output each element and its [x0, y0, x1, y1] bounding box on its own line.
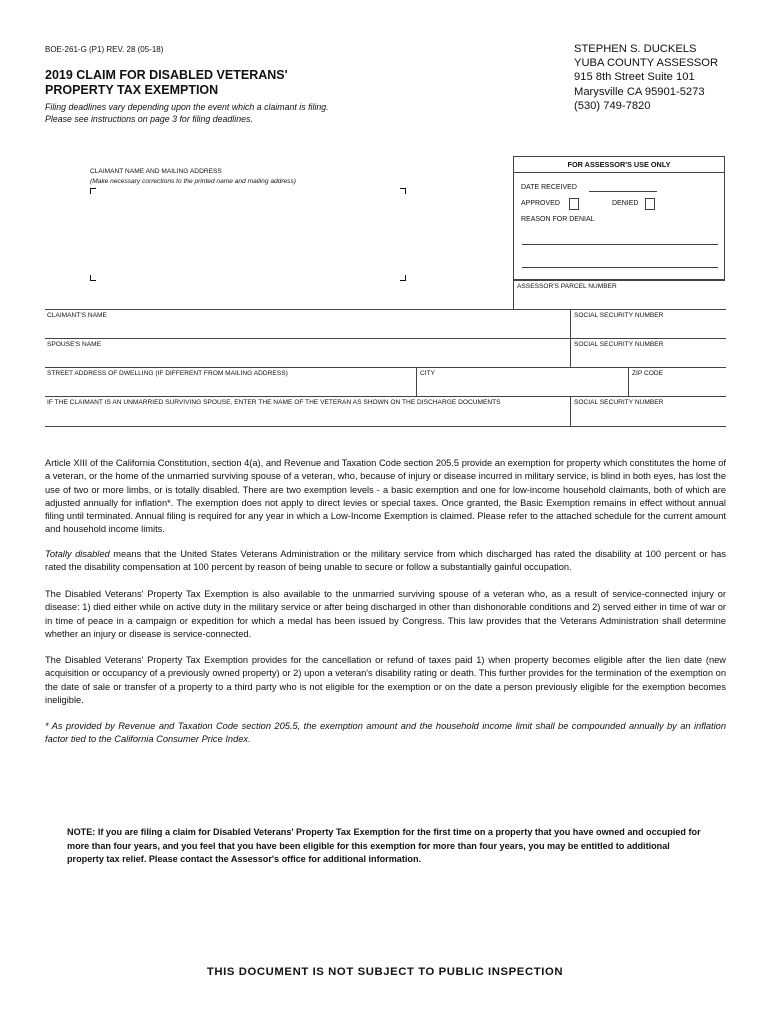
first-time-filing-note: NOTE: If you are filing a claim for Disabled Veterans' Property Tax Exemption for the first time on a property that you have owned and occupied for more than four years, and you feel that you have been eligible for this exemption for more than four years, you may be entitled to additional property tax relief. Please contact the Assessor's office for additional information.: [67, 827, 701, 864]
grid-line: [45, 309, 726, 310]
city-field[interactable]: [418, 379, 627, 395]
veteran-name-field[interactable]: [46, 408, 569, 425]
paragraph-totally-disabled: [45, 548, 726, 575]
denied-label: DENIED: [612, 200, 639, 207]
claimant-ssn-label: SOCIAL SECURITY NUMBER: [574, 312, 664, 319]
form-title: [45, 68, 375, 98]
city-label: CITY: [420, 370, 436, 377]
assessor-city: Marysville CA 95901-5273: [574, 85, 705, 98]
mailing-label-sub: (Make necessary corrections to the printed name and mailing address): [90, 177, 296, 185]
parcel-number-label: ASSESSOR'S PARCEL NUMBER: [517, 283, 617, 290]
mailing-address-label: [90, 167, 296, 186]
definition-totally-disabled: means that the United States Veterans Administration or the military service from which discharged has rated the disability at 100 percent or has rated the disability compensation at 100 percent by reason of being unable to secure or follow a substantially gainful occupation.: [45, 549, 726, 573]
address-window-corner-br: [400, 275, 406, 281]
street-address-label: STREET ADDRESS OF DWELLING (IF DIFFERENT FROM MAILING ADDRESS): [47, 370, 288, 377]
veteran-name-label: IF THE CLAIMANT IS AN UNMARRIED SURVIVING SPOUSE, ENTER THE NAME OF THE VETERAN AS SHOWN ON THE DISCHARGE DOCUMENTS: [47, 399, 501, 406]
zip-code-label: ZIP CODE: [632, 370, 664, 377]
inflation-footnote: * As provided by Revenue and Taxation Code section 205.5, the exemption amount and the household income limit shall be compounded annually by an inflation factor tied to the California Consumer Price Index.: [45, 721, 726, 745]
form-title-line1: 2019 CLAIM FOR DISABLED VETERANS': [45, 68, 288, 82]
grid-line: [45, 396, 726, 397]
deadline-line1: Filing deadlines vary depending upon the event which a claimant is filing.: [45, 102, 329, 112]
reason-for-denial-label: REASON FOR DENIAL: [521, 216, 595, 223]
denied-checkbox[interactable]: [645, 198, 655, 210]
paragraph-surviving-spouse: The Disabled Veterans' Property Tax Exemption is also available to the unmarried surviving spouse of a veteran who, as a result of service-connected injury or disease: 1) died either while on active duty in the military service or after being discharged in other than dishonorable conditions and 2) served either in time of war or in time of peace in a campaign or expedition for which a medal has been issued by Congress. This law provides that the Veterans Administration shall determine whether an injury or disease is service-connected.: [45, 589, 726, 639]
claimant-name-field[interactable]: [46, 321, 569, 337]
mailing-label-title: CLAIMANT NAME AND MAILING ADDRESS: [90, 168, 222, 175]
assessor-address-block: [574, 42, 718, 113]
paragraph-cancellation-refund: The Disabled Veterans' Property Tax Exemption provides for the cancellation or refund of taxes paid 1) when property becomes eligible after the lien date (new acquisition or occupancy of a previously owned property) or 2) upon a veteran's disability rating or death. This further provides for the termination of the exemption on the date of sale or transfer of a property to a third party who is not eligible for the exemption or on the date a person previously eligible for the exemption becomes ineligible.: [45, 655, 726, 705]
approved-checkbox[interactable]: [569, 198, 579, 210]
form-code: BOE-261-G (P1) REV. 28 (05-18): [45, 45, 164, 54]
claimant-ssn-field[interactable]: [572, 321, 725, 337]
deadline-line2: Please see instructions on page 3 for filing deadlines.: [45, 114, 253, 124]
address-window-corner-tr: [400, 188, 406, 194]
assessor-name: STEPHEN S. DUCKELS: [574, 43, 697, 55]
parcel-number-box[interactable]: [513, 280, 725, 309]
form-title-line2: PROPERTY TAX EXEMPTION: [45, 83, 219, 97]
grid-line: [45, 367, 726, 368]
public-inspection-notice: THIS DOCUMENT IS NOT SUBJECT TO PUBLIC INSPECTION: [206, 966, 564, 978]
grid-line: [570, 309, 571, 368]
spouse-name-field[interactable]: [46, 350, 569, 366]
grid-line: [45, 338, 726, 339]
grid-line: [570, 396, 571, 427]
term-totally-disabled: Totally disabled: [45, 549, 110, 559]
date-received-field[interactable]: [589, 191, 657, 192]
reason-line-2[interactable]: [522, 267, 718, 268]
assessor-phone: (530) 749-7820: [574, 99, 651, 112]
spouse-ssn-field[interactable]: [572, 350, 725, 366]
claimant-name-label: CLAIMANT'S NAME: [47, 312, 107, 319]
street-address-field[interactable]: [46, 379, 415, 395]
veteran-ssn-label: SOCIAL SECURITY NUMBER: [574, 399, 664, 406]
spouse-name-label: SPOUSE'S NAME: [47, 341, 102, 348]
paragraph-exemption-overview: Article XIII of the California Constitution, section 4(a), and Revenue and Taxation Code section 205.5 provide an exemption for property which constitutes the home of a veteran, or the home of the unmarried surviving spouse of a veteran, who, because of injury or disease incurred in military service, is blind in both eyes, has lost the use of two or more limbs, or is totally disabled. There are two exemption levels - a basic exemption and one for low-income household claimants, both of which are adjusted annually for inflation*. The exemption does not apply to direct levies or special taxes. Once granted, the Basic Exemption remains in effect without annual filing until terminated. Annual filing is required for any year in which a Low-Income Exemption is claimed. Please refer to the attached schedule for the current amount and household income limits.: [45, 458, 726, 535]
zip-code-field[interactable]: [630, 379, 725, 395]
date-received-label: DATE RECEIVED: [521, 184, 577, 191]
filing-deadline-note: [45, 101, 445, 125]
grid-line: [628, 367, 629, 397]
assessor-office: YUBA COUNTY ASSESSOR: [574, 57, 719, 70]
address-window-corner-bl: [90, 275, 96, 281]
approved-label: APPROVED: [521, 200, 560, 207]
grid-line: [416, 367, 417, 397]
assessor-street: 915 8th Street Suite 101: [574, 71, 695, 84]
reason-line-1[interactable]: [522, 244, 718, 245]
mailing-address-area[interactable]: [96, 194, 400, 275]
grid-line: [45, 426, 726, 427]
assessor-use-header: FOR ASSESSOR'S USE ONLY: [514, 157, 724, 173]
assessor-use-box: [513, 156, 725, 280]
veteran-ssn-field[interactable]: [572, 408, 725, 425]
spouse-ssn-label: SOCIAL SECURITY NUMBER: [574, 341, 664, 348]
